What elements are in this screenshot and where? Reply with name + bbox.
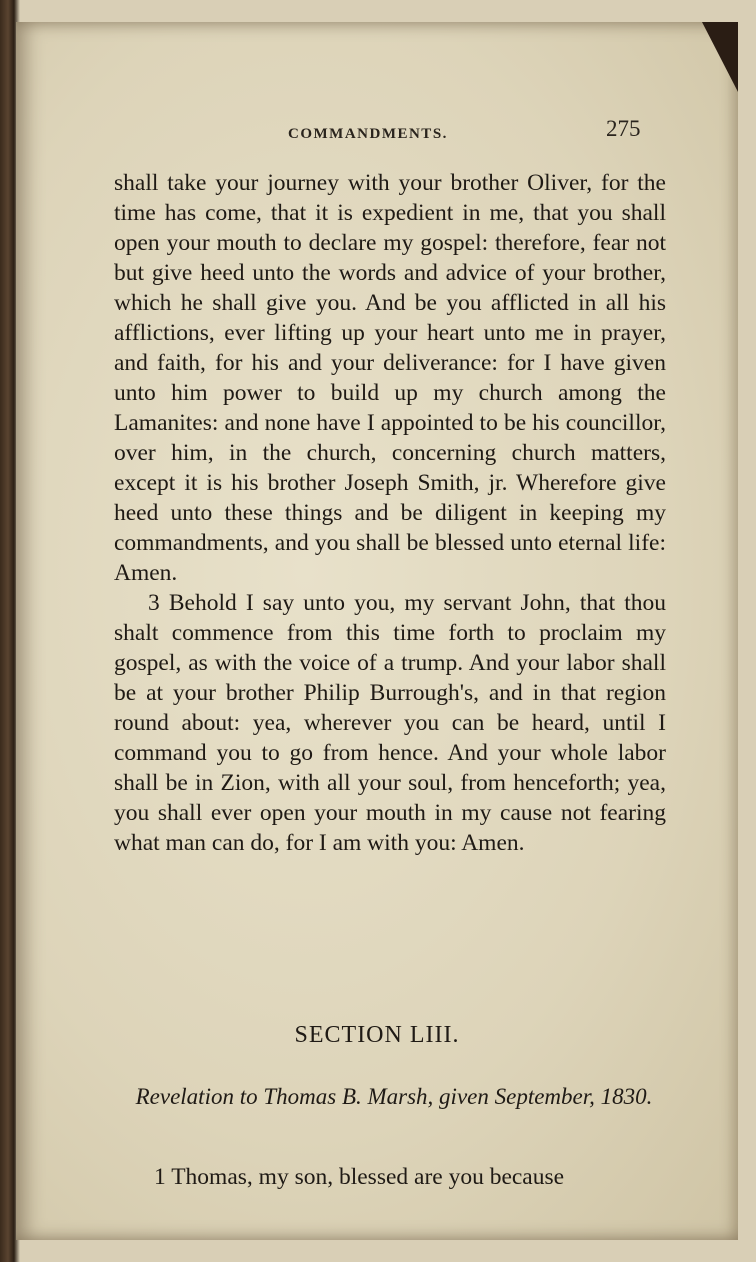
book-page bbox=[16, 22, 738, 1240]
dog-eared-corner bbox=[702, 22, 738, 92]
page-header bbox=[16, 104, 738, 144]
running-head: COMMANDMENTS. bbox=[288, 126, 448, 142]
page-number: 275 bbox=[606, 116, 641, 141]
paragraph-2: 3 Behold I say unto you, my servant John, that thou shalt commence from this time forth to proclaim my gospel, as with the voice of a trump. And your labor shall be at your brother Philip Burrough's, and in that region round about: yea, wherever you can be heard, until I command you to go from hence. And your whole labor shall be in Zion, with all your soul, from henceforth; yea, you shall ever open your mouth in my cause not fearing what man can do, for I am with you: Amen. bbox=[114, 590, 666, 856]
section-subtitle: Revelation to Thomas B. Marsh, given September, 1830. bbox=[135, 1084, 653, 1109]
verse-1: 1 Thomas, my son, blessed are you because bbox=[154, 1164, 565, 1190]
body-text bbox=[114, 168, 666, 858]
paragraph-1: shall take your journey with your brother Oliver, for the time has come, that it is expedient in me, that you shall open your mouth to declare my gospel: therefore, fear not but give heed unto the words and advice of your brother, which he shall give you. And be you afflicted in all his afflictions, ever lifting up your heart unto me in prayer, and faith, for his and your deliverance: for I have given unto him power to build up my church among the Lamanites: and none have I appointed to be his councillor, over him, in the church, concerning church matters, except it is his brother Joseph Smith, jr. Wherefore give heed unto these things and be diligent in keeping my commandments, and you shall be blessed unto eternal life: Amen. bbox=[114, 170, 666, 586]
section-title: SECTION LIII. bbox=[294, 1022, 460, 1048]
